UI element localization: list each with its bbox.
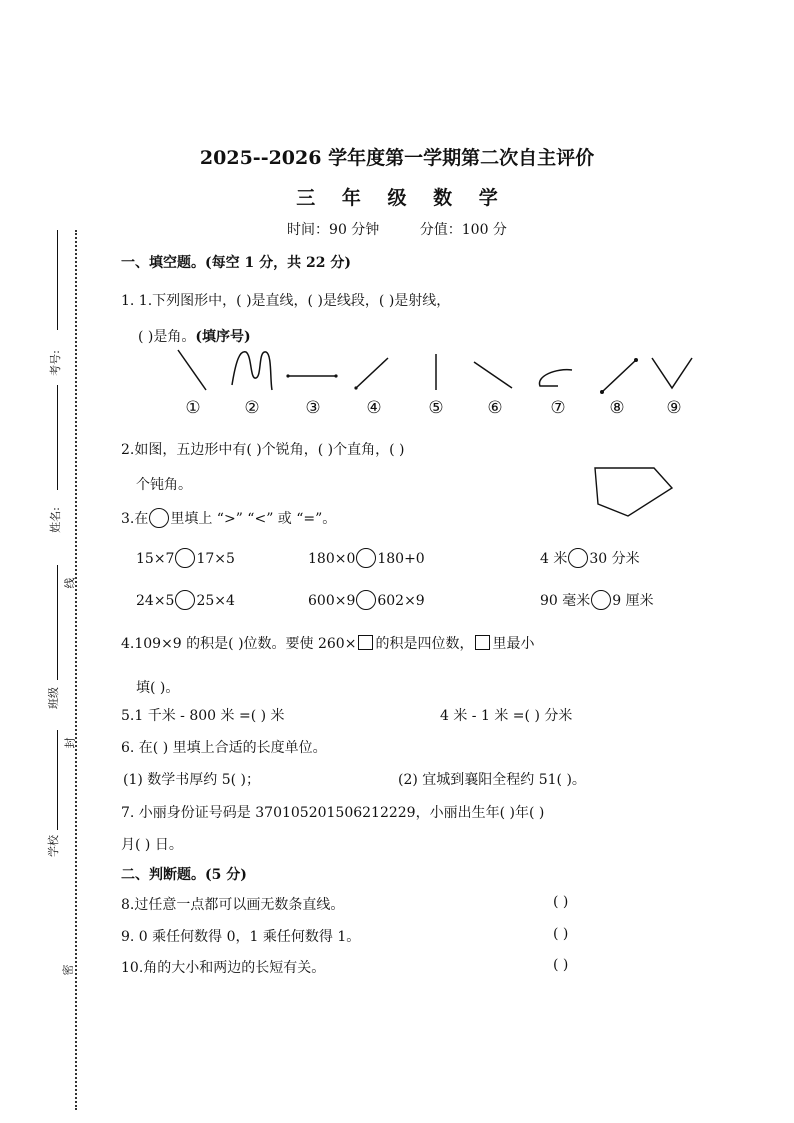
answer-circle[interactable] — [175, 548, 195, 568]
figure-6-line — [474, 362, 512, 388]
answer-circle[interactable] — [356, 590, 376, 610]
class-label: 班级 — [47, 687, 60, 709]
compare-circle-icon — [149, 508, 169, 528]
line-label: 线 — [63, 577, 77, 589]
school-line — [57, 730, 58, 830]
binding-dotted-line — [75, 230, 77, 1110]
figure-2-curve — [232, 352, 272, 390]
question-6: 6. 在( ) 里填上合适的长度单位。 — [121, 740, 327, 756]
figure-label-5: ⑤ — [428, 398, 444, 418]
answer-circle[interactable] — [356, 548, 376, 568]
name-line — [57, 385, 58, 490]
exam-no-line — [57, 230, 58, 330]
question-2-line2: 个钝角。 — [136, 477, 192, 493]
q3-item-3: 4 米 30 分米 — [540, 548, 640, 568]
question-6a: (1) 数学书厚约 5( )； — [123, 772, 261, 788]
exam-no-label: 考号: — [48, 350, 62, 376]
question-6b: (2) 宜城到襄阳全程约 51( )。 — [398, 772, 586, 788]
dense-label: 密 — [61, 964, 75, 976]
figure-4-ray — [356, 358, 388, 388]
answer-circle[interactable] — [591, 590, 611, 610]
pentagon-figure — [590, 464, 680, 522]
section2-heading: 二、判断题。(5 分) — [121, 867, 247, 883]
judge-item-8: 8.过任意一点都可以画无数条直线。 — [121, 897, 345, 913]
school-label: 学校 — [47, 835, 60, 857]
name-label: 姓名: — [48, 507, 62, 533]
box-square-icon[interactable] — [475, 635, 490, 650]
exam-subtitle: 三 年 级 数 学 — [296, 187, 508, 209]
figure-label-2: ② — [244, 398, 260, 418]
question-7-line1: 7. 小丽身份证号码是 370105201506212229，小丽出生年( )年( ) — [121, 805, 545, 821]
question-1-line1: 1. 1.下列图形中，( )是直线，( )是线段，( )是射线， — [121, 293, 451, 309]
answer-circle[interactable] — [175, 590, 195, 610]
figure-9-angle — [652, 358, 692, 388]
question-3 — [121, 508, 336, 528]
figure-label-6: ⑥ — [487, 398, 503, 418]
exam-score: 分值：100 分 — [419, 222, 507, 238]
figure-7-curve — [539, 370, 572, 386]
question-4-line1: 4.109×9 的积是( )位数。要使 260× 的积是四位数， 里最小 — [121, 636, 535, 652]
q3-item-5: 600×9 602×9 — [308, 590, 425, 610]
question-5b: 4 米 - 1 米 =( ) 分米 — [440, 708, 573, 724]
question-1-hint: (填序号) — [195, 329, 251, 345]
figure-label-9: ⑨ — [666, 398, 682, 418]
answer-circle[interactable] — [568, 548, 588, 568]
figure-label-1: ① — [185, 398, 201, 418]
question-7-line2: 月( ) 日。 — [121, 837, 183, 853]
judge-item-10: 10.角的大小和两边的长短有关。 — [121, 960, 326, 976]
judge-bracket-10[interactable]: ( ) — [553, 957, 569, 973]
section1-heading: 一、填空题。(每空 1 分，共 22 分) — [121, 255, 351, 271]
exam-info — [0, 219, 794, 239]
exam-time: 时间：90 分钟 — [287, 222, 380, 238]
q3-item-1: 15×7 17×5 — [136, 548, 235, 568]
figure-8-ray — [602, 360, 636, 392]
figure-label-7: ⑦ — [550, 398, 566, 418]
figure-label-4: ④ — [366, 398, 382, 418]
q3-item-2: 180×0 180+0 — [308, 548, 425, 568]
question-3-suffix: 里填上 “>” “<” 或 “=”。 — [170, 511, 337, 527]
judge-bracket-9[interactable]: ( ) — [553, 926, 569, 942]
question-4-line2: 填( )。 — [136, 680, 180, 696]
q3-item-4: 24×5 25×4 — [136, 590, 235, 610]
class-line — [57, 565, 58, 680]
figure-label-8: ⑧ — [609, 398, 625, 418]
judge-item-9: 9. 0 乘任何数得 0，1 乘任何数得 1。 — [121, 929, 361, 945]
exam-title: 2025--2026 学年度第一学期第二次自主评价 — [199, 147, 595, 169]
seal-label: 封 — [63, 737, 77, 749]
q3-item-6: 90 毫米 9 厘米 — [540, 590, 654, 610]
question-3-prefix: 3.在 — [121, 511, 149, 527]
box-square-icon[interactable] — [358, 635, 373, 650]
figure-label-3: ③ — [305, 398, 321, 418]
figure-1-line — [178, 350, 206, 390]
question-5a: 5.1 千米 - 800 米 =( ) 米 — [121, 708, 285, 724]
question-1-line2-text: ( )是角。 — [138, 329, 196, 345]
judge-bracket-8[interactable]: ( ) — [553, 894, 569, 910]
question-2-line1: 2.如图，五边形中有( )个锐角，( )个直角，( ) — [121, 442, 405, 458]
question-1-figures — [160, 340, 720, 400]
